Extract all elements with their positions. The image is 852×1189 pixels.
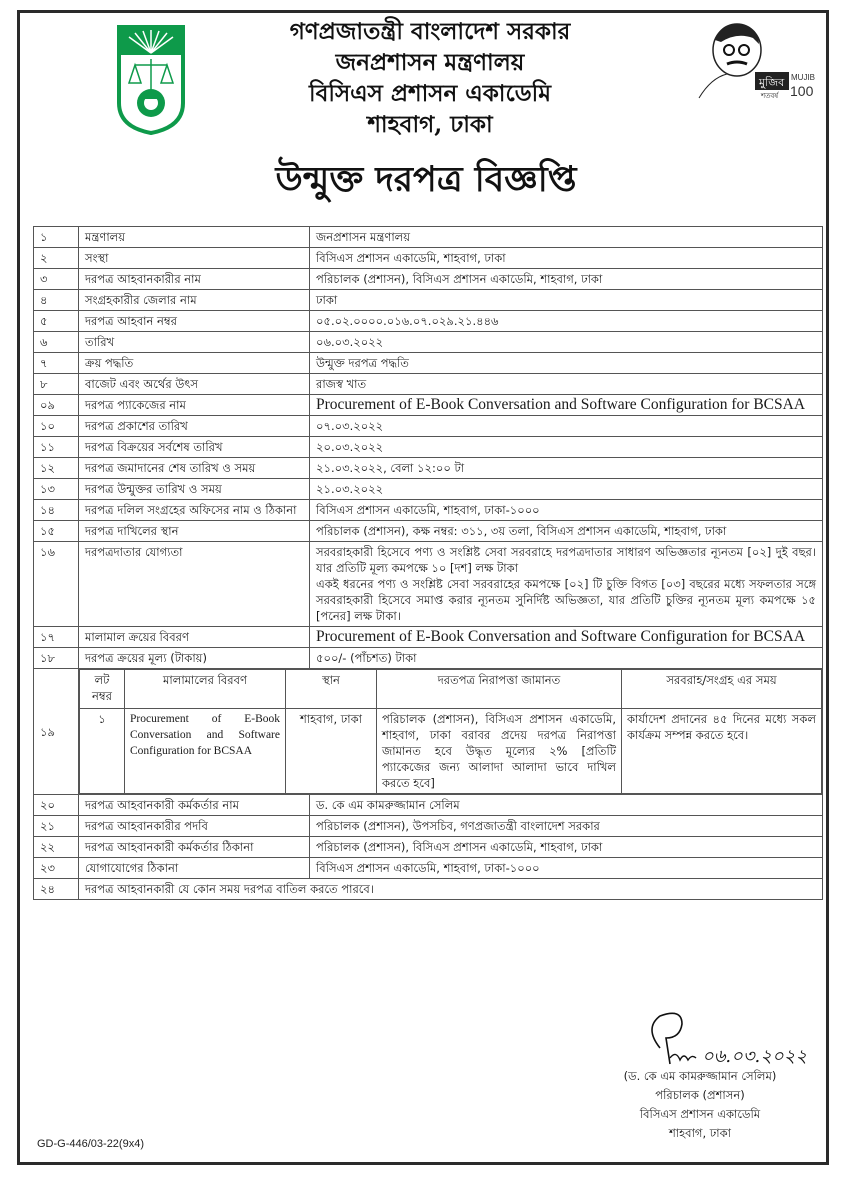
serial-number: ৪ bbox=[34, 290, 79, 311]
field-value: ০৫.০২.০০০০.০১৬.০৭.০২৯.২১.৪৪৬ bbox=[310, 311, 823, 332]
lot-number: ১ bbox=[80, 709, 125, 794]
field-value: পরিচালক (প্রশাসন), উপসচিব, গণপ্রজাতন্ত্রী বাংলাদেশ সরকার bbox=[310, 816, 823, 837]
advertisement-code: GD-G-446/03-22(9x4) bbox=[37, 1138, 144, 1150]
serial-number: ৩ bbox=[34, 269, 79, 290]
header-tender-security: দরতপত্র নিরাপত্তা জামানত bbox=[377, 670, 622, 709]
header-goods-description: মালামালের বিরবণ bbox=[125, 670, 286, 709]
table-row bbox=[34, 395, 823, 416]
table-row bbox=[34, 290, 823, 311]
field-label: সংগ্রহকারীর জেলার নাম bbox=[79, 290, 310, 311]
serial-number: ২১ bbox=[34, 816, 79, 837]
field-label: দরপত্র জমাদানের শেষ তারিখ ও সময় bbox=[79, 458, 310, 479]
field-value: ঢাকা bbox=[310, 290, 823, 311]
goods-description: Procurement of E-Book Conversation and Software Configuration for BCSAA bbox=[310, 627, 823, 648]
serial-number: ৮ bbox=[34, 374, 79, 395]
serial-number: ১৬ bbox=[34, 542, 79, 627]
signatory-designation: পরিচালক (প্রশাসন) bbox=[655, 1088, 745, 1102]
field-value: পরিচালক (প্রশাসন), কক্ষ নম্বর: ৩১১, ৩য় তলা, বিসিএস প্রশাসন একাডেমি, শাহবাগ, ঢাকা bbox=[310, 521, 823, 542]
field-label: সংস্থা bbox=[79, 248, 310, 269]
academy-name: বিসিএস প্রশাসন একাডেমি bbox=[308, 80, 551, 107]
eligibility-value bbox=[310, 542, 823, 627]
field-label: যোগাযোগের ঠিকানা bbox=[79, 858, 310, 879]
academy-emblem-icon bbox=[115, 23, 187, 135]
field-value: বিসিএস প্রশাসন একাডেমি, শাহবাগ, ঢাকা bbox=[310, 248, 823, 269]
eligibility-specific: একই ধরনের পণ্য ও সংশ্লিষ্ট সেবা সরবরাহের কমপক্ষে [০২] টি চুক্তি বিগত [০৩] বছরের মধ্যে সফলতার সঙ্গে সরবরাহকারী হিসেবে সমাপ্ত করার ন্যূনতম সুনির্দিষ্ট অভিজ্ঞতা, যার প্রতিটি চুক্তির ন্যূনতম মূল্য কমপক্ষে ১৫ [পনের] লক্ষ টাকা। bbox=[316, 577, 816, 623]
header-location: স্থান bbox=[286, 670, 377, 709]
field-value: বিসিএস প্রশাসন একাডেমি, শাহবাগ, ঢাকা-১০০০ bbox=[310, 500, 823, 521]
serial-number: ২৩ bbox=[34, 858, 79, 879]
serial-number: ১৮ bbox=[34, 648, 79, 669]
lot-security: পরিচালক (প্রশাসন), বিসিএস প্রশাসন একাডেমি, শাহবাগ, ঢাকা বরাবর প্রদেয় দরপত্র নিরাপত্তা জামানত হবে উদ্ধৃত মূল্যের ২% [প্রতিটি প্যাকেজের জন্য আলাদা আলাদা ভাবে দাখিল করতে হবে] bbox=[377, 709, 622, 794]
serial-number: ৭ bbox=[34, 353, 79, 374]
field-label: দরপত্র দাখিলের স্থান bbox=[79, 521, 310, 542]
eligibility-general: সরবরাহকারী হিসেবে পণ্য ও সংশ্লিষ্ট সেবা সরবরাহে দরপত্রদাতার সাধারণ অভিজ্ঞতার ন্যূনতম [০২] দুই বছর। যার প্রতিটি মূল্য কমপক্ষে ১০ [দশ] লক্ষ টাকা bbox=[316, 545, 816, 575]
field-value: উন্মুক্ত দরপত্র পদ্ধতি bbox=[310, 353, 823, 374]
field-value: ০৬.০৩.২০২২ bbox=[310, 332, 823, 353]
lot-item-row bbox=[80, 709, 822, 794]
field-label: মন্ত্রণালয় bbox=[79, 227, 310, 248]
field-value: জনপ্রশাসন মন্ত্রণালয় bbox=[310, 227, 823, 248]
svg-text:শতবর্ষ: শতবর্ষ bbox=[761, 92, 779, 100]
lot-description: Procurement of E-Book Conversation and Software Configuration for BCSAA bbox=[125, 709, 286, 794]
table-row bbox=[34, 479, 823, 500]
field-label: দরপত্র আহবানকারীর পদবি bbox=[79, 816, 310, 837]
field-label: মালামাল ক্রয়ের বিবরণ bbox=[79, 627, 310, 648]
field-label: দরপত্র প্যাকেজের নাম bbox=[79, 395, 310, 416]
government-name: গণপ্রজাতন্ত্রী বাংলাদেশ সরকার bbox=[289, 18, 571, 45]
serial-number: ১৫ bbox=[34, 521, 79, 542]
table-row bbox=[34, 458, 823, 479]
academy-location: শাহবাগ, ঢাকা bbox=[367, 111, 493, 138]
field-label: তারিখ bbox=[79, 332, 310, 353]
serial-number: ১ bbox=[34, 227, 79, 248]
signature-date: ০৬.০৩.২০২২ bbox=[702, 1046, 808, 1067]
cancellation-note: দরপত্র আহবানকারী যে কোন সময় দরপত্র বাতিল করতে পারবে। bbox=[79, 879, 823, 900]
signature-block bbox=[600, 1067, 800, 1143]
table-row bbox=[34, 332, 823, 353]
table-row bbox=[34, 521, 823, 542]
field-label: দরপত্র প্রকাশের তারিখ bbox=[79, 416, 310, 437]
field-label: দরপত্র আহবানকারীর নাম bbox=[79, 269, 310, 290]
serial-number: ১৪ bbox=[34, 500, 79, 521]
lot-table-header bbox=[80, 670, 822, 709]
field-value: রাজস্ব খাত bbox=[310, 374, 823, 395]
table-row bbox=[34, 627, 823, 648]
field-value: পরিচালক (প্রশাসন), বিসিএস প্রশাসন একাডেমি, শাহবাগ, ঢাকা bbox=[310, 269, 823, 290]
lot-table bbox=[79, 669, 822, 794]
table-row bbox=[34, 500, 823, 521]
table-row bbox=[34, 416, 823, 437]
field-label: দরপত্রদাতার যোগ্যতা bbox=[79, 542, 310, 627]
field-label: দরপত্র আহবানকারী কর্মকর্তার নাম bbox=[79, 795, 310, 816]
field-label: দরপত্র আহবানকারী কর্মকর্তার ঠিকানা bbox=[79, 837, 310, 858]
field-value: পরিচালক (প্রশাসন), বিসিএস প্রশাসন একাডেমি, শাহবাগ, ঢাকা bbox=[310, 837, 823, 858]
serial-number: ১২ bbox=[34, 458, 79, 479]
letterhead bbox=[200, 16, 660, 140]
serial-number: ০৯ bbox=[34, 395, 79, 416]
field-label: দরপত্র বিক্রয়ের সর্বশেষ তারিখ bbox=[79, 437, 310, 458]
field-label: দরপত্র ক্রয়ের মূল্য (টাকায়) bbox=[79, 648, 310, 669]
table-row bbox=[34, 837, 823, 858]
serial-number: ১১ bbox=[34, 437, 79, 458]
signatory-office: বিসিএস প্রশাসন একাডেমি bbox=[639, 1107, 761, 1121]
lot-table-cell bbox=[79, 669, 823, 795]
table-row bbox=[34, 227, 823, 248]
serial-number: ১০ bbox=[34, 416, 79, 437]
notice-title: উন্মুক্ত দরপত্র বিজ্ঞপ্তি bbox=[275, 159, 577, 200]
table-row bbox=[34, 374, 823, 395]
field-value: ২১.০৩.২০২২, বেলা ১২:০০ টা bbox=[310, 458, 823, 479]
serial-number: ১৯ bbox=[34, 669, 79, 795]
serial-number: ১৩ bbox=[34, 479, 79, 500]
field-value: ৫০০/- (পাঁচশত) টাকা bbox=[310, 648, 823, 669]
serial-number: ৬ bbox=[34, 332, 79, 353]
table-row bbox=[34, 795, 823, 816]
table-row bbox=[34, 879, 823, 900]
field-label: বাজেট এবং অর্থের উৎস bbox=[79, 374, 310, 395]
header-lot-number: লট নম্বর bbox=[80, 670, 125, 709]
signatory-location: শাহবাগ, ঢাকা bbox=[669, 1126, 731, 1140]
table-row bbox=[34, 858, 823, 879]
header-delivery-time: সরবরাহ/সংগ্রহ এর সময় bbox=[622, 670, 822, 709]
field-label: ক্রয় পদ্ধতি bbox=[79, 353, 310, 374]
ministry-name: জনপ্রশাসন মন্ত্রণালয় bbox=[335, 49, 525, 76]
field-value: ২০.০৩.২০২২ bbox=[310, 437, 823, 458]
table-row bbox=[34, 437, 823, 458]
tender-details-table bbox=[33, 226, 823, 900]
serial-number: ৫ bbox=[34, 311, 79, 332]
field-label: দরপত্র আহবান নম্বর bbox=[79, 311, 310, 332]
table-row bbox=[34, 248, 823, 269]
serial-number: ২ bbox=[34, 248, 79, 269]
table-row bbox=[34, 542, 823, 627]
table-row bbox=[34, 816, 823, 837]
table-row bbox=[34, 353, 823, 374]
svg-text:MUJIB: MUJIB bbox=[791, 73, 815, 82]
table-row bbox=[34, 648, 823, 669]
field-value: ০৭.০৩.২০২২ bbox=[310, 416, 823, 437]
mujib-100-logo-icon bbox=[697, 18, 817, 100]
field-value: ড. কে এম কামরুজ্জামান সেলিম bbox=[310, 795, 823, 816]
svg-text:মুজিব: মুজিব bbox=[759, 76, 785, 89]
serial-number: ২২ bbox=[34, 837, 79, 858]
signature-icon bbox=[630, 1008, 810, 1068]
serial-number: ১৭ bbox=[34, 627, 79, 648]
lot-table-row bbox=[34, 669, 823, 795]
field-value: ২১.০৩.২০২২ bbox=[310, 479, 823, 500]
signatory-name: (ড. কে এম কামরুজ্জামান সেলিম) bbox=[623, 1069, 777, 1083]
lot-location: শাহবাগ, ঢাকা bbox=[286, 709, 377, 794]
table-row bbox=[34, 311, 823, 332]
package-name: Procurement of E-Book Conversation and Software Configuration for BCSAA bbox=[310, 395, 823, 416]
serial-number: ২৪ bbox=[34, 879, 79, 900]
table-row bbox=[34, 269, 823, 290]
field-label: দরপত্র উন্মুক্তর তারিখ ও সময় bbox=[79, 479, 310, 500]
lot-delivery-time: কার্যাদেশ প্রদানের ৪৫ দিনের মধ্যে সকল কার্যক্রম সম্পন্ন করতে হবে। bbox=[622, 709, 822, 794]
field-value: বিসিএস প্রশাসন একাডেমি, শাহবাগ, ঢাকা-১০০০ bbox=[310, 858, 823, 879]
field-label: দরপত্র দলিল সংগ্রহের অফিসের নাম ও ঠিকানা bbox=[79, 500, 310, 521]
serial-number: ২০ bbox=[34, 795, 79, 816]
svg-text:100: 100 bbox=[790, 83, 814, 99]
